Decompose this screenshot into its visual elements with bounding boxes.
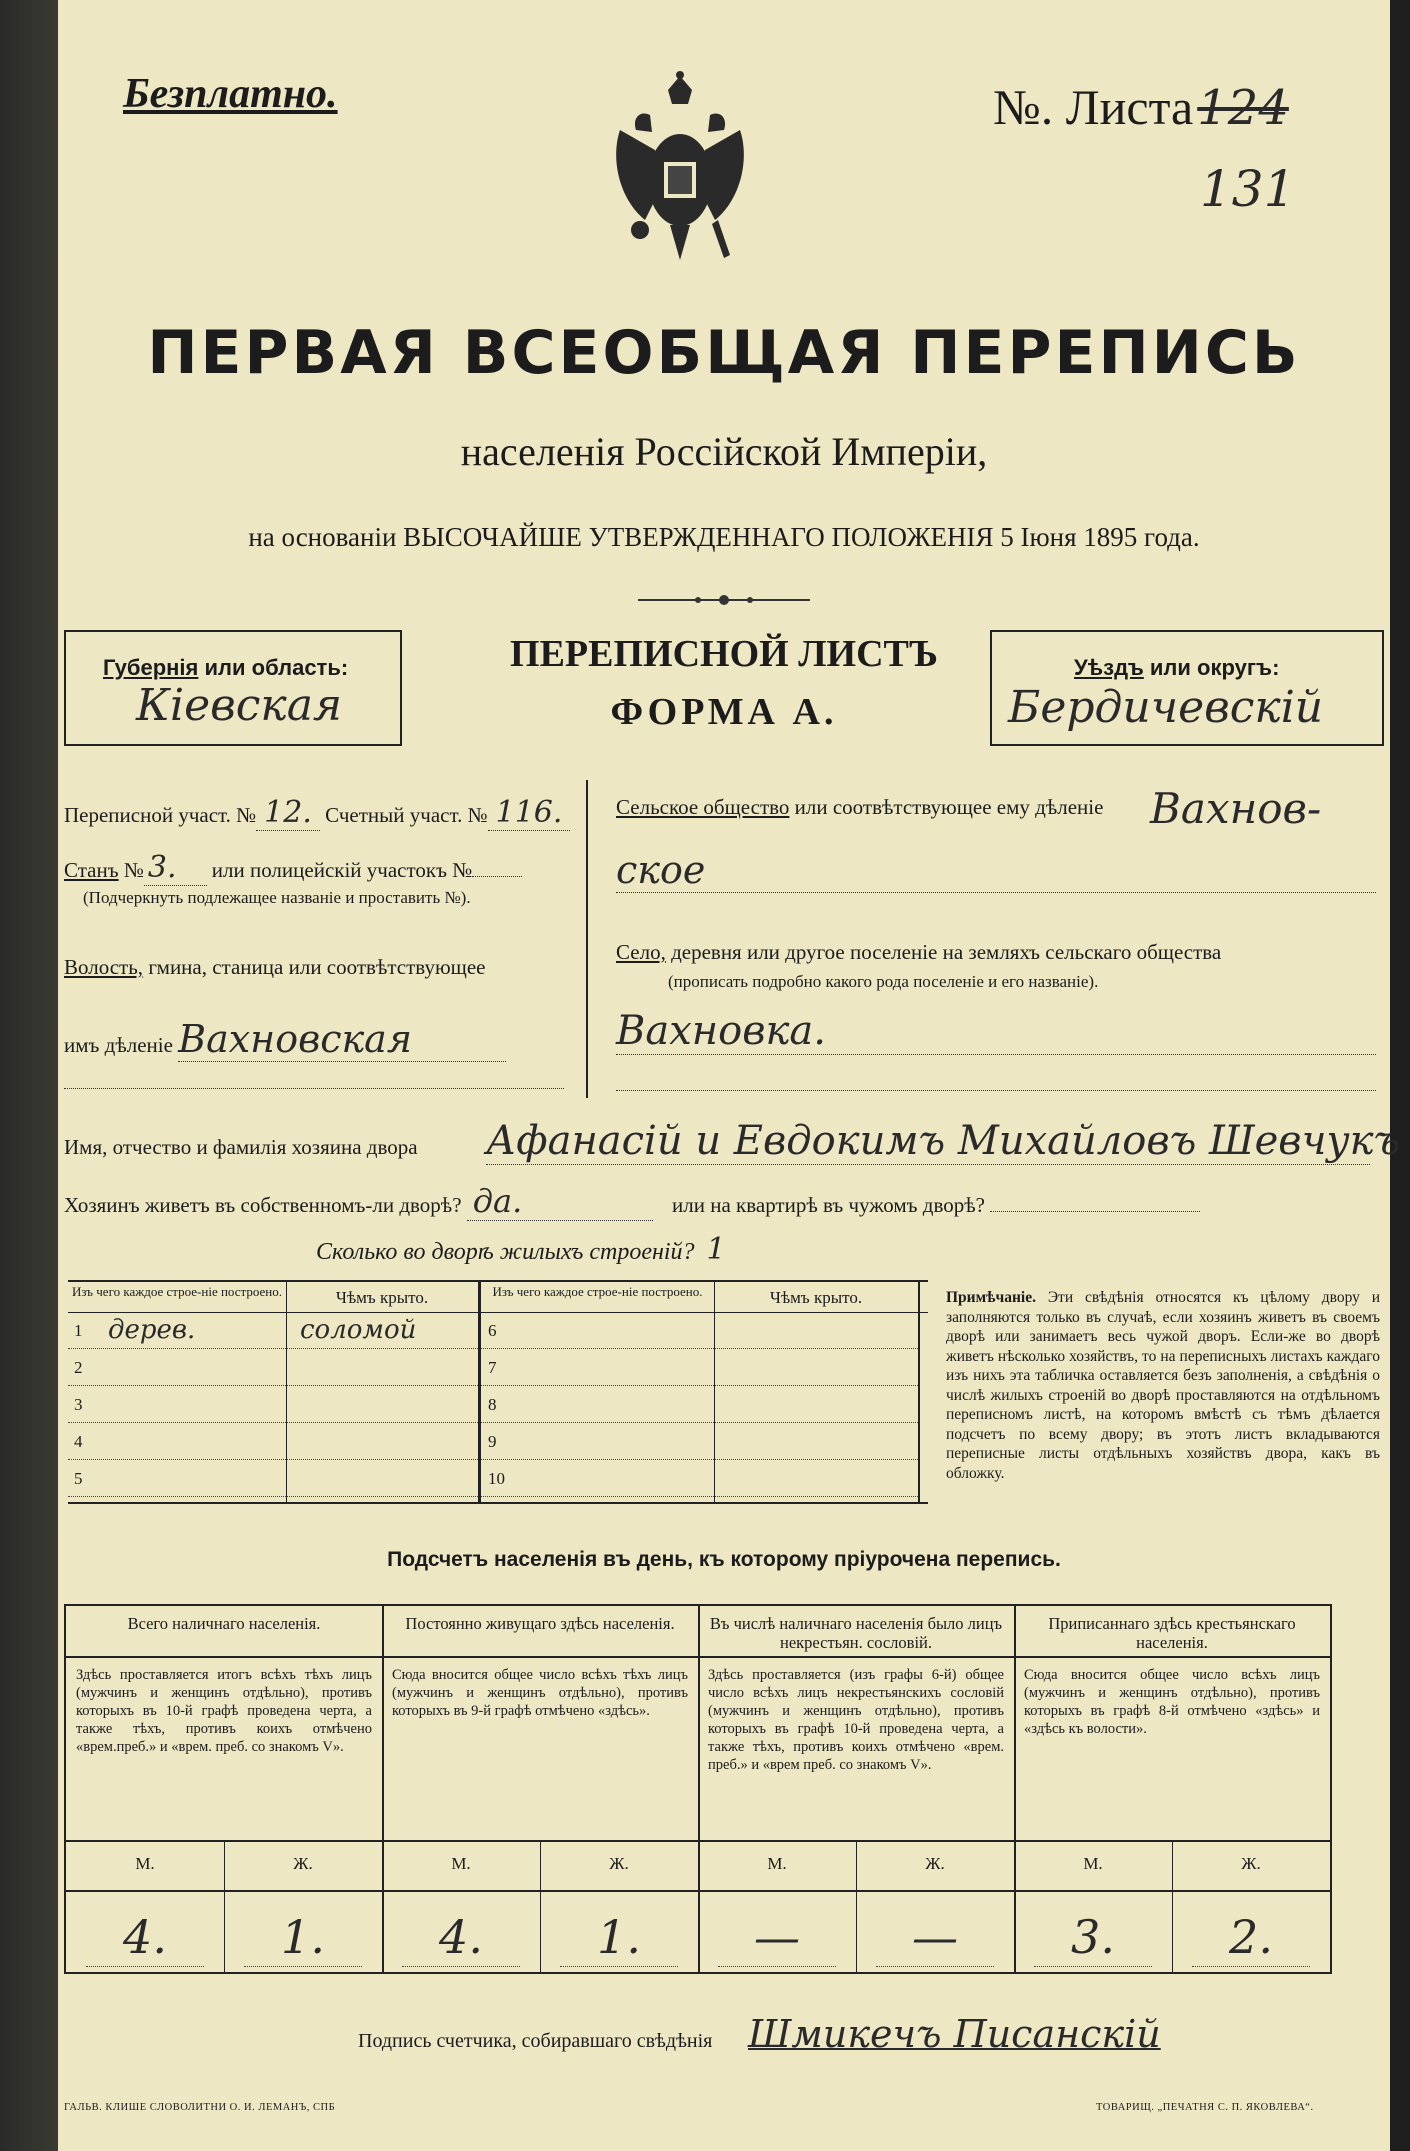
guberniya-label: Губернія или область:	[103, 655, 349, 680]
buildings-count-value: 1	[706, 1232, 726, 1267]
census-form-sheet	[58, 0, 1401, 2151]
form-title: ПЕРЕПИСНОЙ ЛИСТЪ	[510, 633, 938, 675]
count-female-value: 2.	[1229, 1910, 1273, 1964]
section-divider	[586, 780, 588, 1098]
uchastok-value: 12.	[256, 795, 320, 831]
selo-note: (прописать подробно какого рода поселеніе и его названіе).	[668, 972, 1099, 991]
obshchestvo-value-2: ское	[616, 848, 1376, 893]
count-col-description: Здѣсь проставляется итогъ всѣхъ тѣхъ лицъ (мужчинъ и женщинъ отдѣльно), противъ которыхъ въ 10-й графѣ проведена черта, а также тѣхъ, противъ коихъ отмѣчено «врем.преб.» и «врем. преб. со знакомъ V».	[76, 1667, 372, 1755]
count-male-value: 4.	[123, 1910, 167, 1964]
buildings-row-number: 5	[74, 1469, 83, 1488]
count-male-label: М.	[135, 1854, 155, 1873]
volost-label: Волость, гмина, станица или соотвѣтствующее	[64, 955, 486, 979]
count-col-header: Всего наличнаго населенія.	[127, 1614, 321, 1633]
buildings-col-material-header-2: Изъ чего каждое строе-ніе построено.	[492, 1284, 703, 1299]
buildings-row-line	[68, 1385, 478, 1386]
scan-edge	[0, 0, 58, 2151]
count-male-value: 4.	[439, 1910, 483, 1964]
imperial-eagle-emblem	[600, 70, 760, 270]
volost-extra-line	[64, 1088, 564, 1089]
selo-extra-line	[616, 1090, 1376, 1091]
population-count-title: Подсчетъ населенія въ день, къ которому пріурочена перепись.	[387, 1548, 1061, 1571]
buildings-row-line	[68, 1459, 478, 1460]
buildings-row-number: 10	[488, 1469, 505, 1488]
owner-name-value: Афанасій и Евдокимъ Михайловъ Шевчукъ	[486, 1118, 1401, 1164]
count-male-label: М.	[451, 1854, 471, 1873]
buildings-row-material: дерев.	[108, 1315, 196, 1345]
owner-lives-row: Хозяинъ живетъ въ собственномъ-ли дворѣ? да. или на квартирѣ въ чужомъ дворѣ?	[64, 1182, 1374, 1221]
buildings-row-roof: соломой	[300, 1315, 417, 1345]
sheet-number	[993, 78, 1289, 136]
free-label: Безплатно.	[123, 71, 338, 117]
buildings-row-line	[481, 1348, 918, 1349]
obshchestvo-value-1: Вахнов-	[1150, 784, 1322, 833]
sheet-number-label: №. Листа	[993, 79, 1194, 135]
stan-row: Станъ № 3. или полицейскій участокъ №	[64, 850, 574, 885]
stan-note: (Подчеркнуть подлежащее названіе и проставить №).	[83, 888, 471, 907]
count-col-description: Сюда вносится общее число всѣхъ лицъ (мужчинъ и женщинъ отдѣльно), противъ которыхъ въ графѣ 8-й отмѣчено «здѣсь» и «здѣсь къ волости».	[1024, 1667, 1320, 1737]
buildings-col-roof-header-2: Чѣмъ крыто.	[769, 1288, 863, 1307]
count-female-label: Ж.	[1241, 1854, 1261, 1873]
buildings-row-number: 9	[488, 1432, 497, 1451]
buildings-row-number: 7	[488, 1358, 497, 1377]
volost-row: имъ дѣленіе Вахновская	[64, 1017, 564, 1062]
buildings-row-number: 6	[488, 1321, 497, 1340]
uezd-label: Уѣздъ или округъ:	[1074, 655, 1280, 680]
ornament-divider	[638, 592, 810, 606]
owner-lives-value: да.	[467, 1182, 653, 1221]
buildings-row-line	[481, 1459, 918, 1460]
counter-signature-label: Подпись счетчика, собиравшаго свѣдѣнія	[358, 2030, 713, 2052]
buildings-row-line	[68, 1348, 478, 1349]
sheet-number-struck: 124	[1197, 80, 1289, 136]
uchastok-row: Переписной участ. № 12. Счетный участ. № 116.	[64, 795, 564, 830]
selo-value: Вахновка.	[616, 1008, 1376, 1055]
count-col-description: Здѣсь проставляется (изъ графы 6-й) общее число всѣхъ лицъ некрестьянскихъ сословій (мужчинъ и женщинъ отдѣльно), противъ которыхъ въ графѣ 10-й проведена черта, а также тѣхъ, противъ коихъ отмѣчено «врем. преб.» и «врем преб. со знакомъ V».	[708, 1667, 1004, 1773]
buildings-row-number: 3	[74, 1395, 83, 1414]
buildings-note: Примѣчаніе. Эти свѣдѣнія относятся къ цѣлому двору и заполняются только въ случаѣ, если хозяинъ живетъ въ своемъ дворѣ или занимаетъ весь чужой дворъ. Если-же во дворѣ живетъ нѣсколько хозяйствъ, то на переписныхъ листахъ каждаго изъ нихъ эта табличка оставляется безъ заполненія, а свѣдѣнія о числѣ жилыхъ строеній во дворѣ проставляются на отдѣльномъ переписномъ листѣ, на которомъ вмѣстѣ съ тѣмъ дѣлается подсчетъ по всему двору; въ этотъ листъ вкладываются переписные листы отдѣльныхъ хозяйствъ двора, какъ въ обложку.	[946, 1289, 1381, 1482]
sheet-number-handwritten: 131	[1200, 160, 1296, 218]
buildings-col-roof-header: Чѣмъ крыто.	[335, 1288, 429, 1307]
form-basis-line: на основаніи ВЫСОЧАЙШЕ УТВЕРЖДЕННАГО ПОЛОЖЕНІЯ 5 Іюня 1895 года.	[248, 522, 1200, 552]
buildings-row-line	[68, 1496, 478, 1497]
count-col-description: Сюда вносится общее число всѣхъ тѣхъ лицъ (мужчинъ и женщинъ отдѣльно), противъ которыхъ въ 9-й графѣ отмѣчено «здѣсь».	[392, 1667, 688, 1719]
buildings-row-number: 8	[488, 1395, 497, 1414]
count-female-label: Ж.	[609, 1854, 629, 1873]
form-type: ФОРМА А.	[610, 691, 838, 733]
count-female-value: —	[912, 1910, 958, 1964]
buildings-row-number: 2	[74, 1358, 83, 1377]
buildings-row-number: 1	[74, 1321, 83, 1340]
buildings-row-line	[481, 1496, 918, 1497]
uezd-value: Бердичевскій	[1008, 682, 1324, 733]
printer-credit-right: ТОВАРИЩ. „ПЕЧАТНЯ С. П. ЯКОВЛЕВА“.	[1096, 2102, 1314, 2113]
count-col-header: Приписаннаго здѣсь крестьянскаго населенія.	[1048, 1614, 1296, 1652]
buildings-table	[68, 1280, 928, 1504]
count-col-header: Постоянно живущаго здѣсь населенія.	[405, 1614, 675, 1633]
count-female-label: Ж.	[925, 1854, 945, 1873]
buildings-row-number: 4	[74, 1432, 83, 1451]
buildings-count-row: Сколько во дворѣ жилыхъ строеній? 1	[316, 1232, 726, 1267]
obshchestvo-label: Сельское общество или соотвѣтствующее ему дѣленіе	[616, 795, 1104, 819]
count-male-label: М.	[767, 1854, 787, 1873]
buildings-row-line	[68, 1422, 478, 1423]
buildings-row-line	[481, 1422, 918, 1423]
count-col-header: Въ числѣ наличнаго населенія было лицъ некрестьян. сословій.	[709, 1614, 1003, 1652]
count-female-value: 1.	[597, 1910, 641, 1964]
buildings-col-material-header: Изъ чего каждое строе-ніе построено.	[72, 1284, 282, 1299]
counter-signature: Шмикечъ Писанскій	[748, 2012, 1161, 2056]
schetny-value: 116.	[488, 795, 571, 831]
volost-value: Вахновская	[178, 1017, 506, 1062]
guberniya-value: Кіевская	[136, 680, 343, 731]
count-female-label: Ж.	[293, 1854, 313, 1873]
selo-label: Село, деревня или другое поселеніе на земляхъ сельскаго общества	[616, 940, 1222, 964]
population-count-table	[64, 1604, 1332, 1974]
printer-credit-left: ГАЛЬВ. КЛИШЕ СЛОВОЛИТНИ О. И. ЛЕМАНЪ, СПБ	[64, 2102, 336, 2113]
count-male-value: 3.	[1071, 1910, 1115, 1964]
count-female-value: 1.	[281, 1910, 325, 1964]
owner-name-label: Имя, отчество и фамилія хозяина двора	[64, 1135, 418, 1159]
form-main-title: ПЕРВАЯ ВСЕОБЩАЯ ПЕРЕПИСЬ	[147, 318, 1301, 388]
count-male-value: —	[754, 1910, 800, 1964]
count-male-label: М.	[1083, 1854, 1103, 1873]
form-subtitle: населенія Россійской Имперіи,	[460, 429, 988, 474]
stan-value: 3.	[144, 850, 207, 886]
buildings-row-line	[481, 1385, 918, 1386]
